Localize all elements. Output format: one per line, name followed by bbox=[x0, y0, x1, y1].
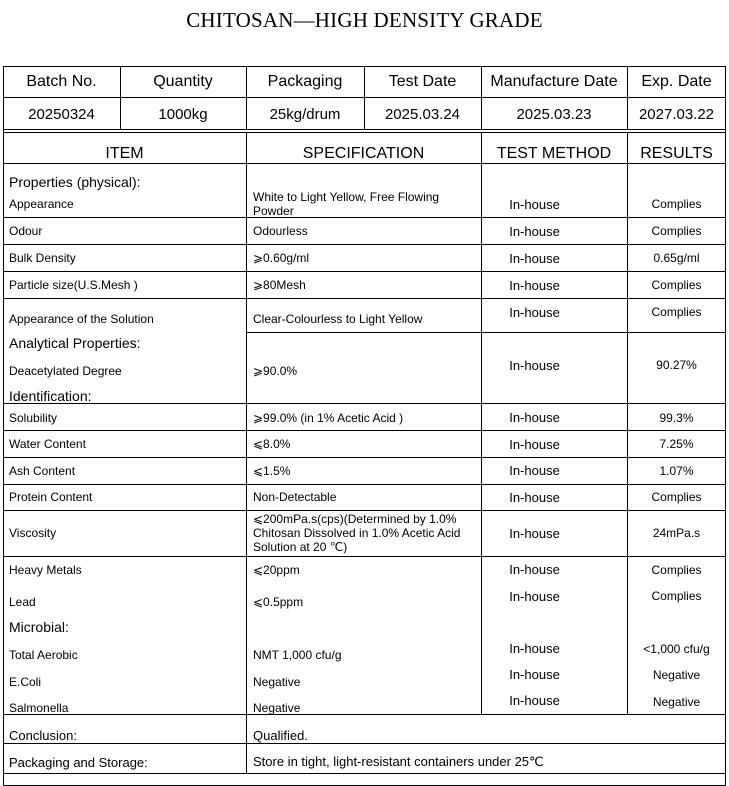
row-result: Complies bbox=[651, 197, 702, 211]
row-result: Complies bbox=[651, 278, 702, 292]
row-result: Complies bbox=[651, 490, 702, 504]
row-method: In-house bbox=[509, 463, 560, 478]
header-manufacture-date-label: Manufacture Date bbox=[490, 73, 618, 90]
header-packaging-label: Packaging bbox=[267, 73, 343, 90]
row-spec: ⩽1.5% bbox=[253, 464, 291, 478]
row-method: In-house bbox=[509, 562, 560, 577]
row-item: Ash Content bbox=[9, 464, 76, 478]
row-method: In-house bbox=[509, 197, 560, 212]
row-method: In-house bbox=[509, 589, 560, 604]
row-item: Solubility bbox=[9, 411, 58, 425]
row-result: 24mPa.s bbox=[652, 526, 701, 540]
section-analytical: Analytical Properties: bbox=[9, 335, 141, 351]
manufacture-date-value: 2025.03.23 bbox=[516, 106, 592, 123]
row-item: Appearance of the Solution bbox=[9, 312, 154, 326]
row-spec: Clear-Colourless to Light Yellow bbox=[253, 312, 423, 326]
row-spec: ⩽0.5ppm bbox=[253, 595, 304, 609]
row-method: In-house bbox=[509, 437, 560, 452]
row-method: In-house bbox=[509, 224, 560, 239]
section-identification: Identification: bbox=[9, 388, 92, 404]
row-method: In-house bbox=[509, 278, 560, 293]
row-item: Total Aerobic bbox=[9, 648, 78, 662]
section-microbial: Microbial: bbox=[9, 619, 69, 635]
row-result: 99.3% bbox=[659, 411, 694, 425]
row-spec: ⩽20ppm bbox=[253, 563, 300, 577]
row-result: Complies bbox=[651, 589, 702, 603]
row-method: In-house bbox=[509, 305, 560, 320]
row-result: Complies bbox=[651, 563, 702, 577]
row-result: 90.27% bbox=[656, 358, 697, 372]
row-item: Heavy Metals bbox=[9, 563, 82, 577]
section-physical: Properties (physical): bbox=[9, 174, 141, 190]
row-method: In-house bbox=[509, 526, 560, 541]
row-item: Bulk Density bbox=[9, 251, 76, 265]
row-item: Water Content bbox=[9, 437, 86, 451]
row-method: In-house bbox=[509, 490, 560, 505]
row-item: Protein Content bbox=[9, 490, 93, 504]
row-method: In-house bbox=[509, 667, 560, 682]
row-spec: Non-Detectable bbox=[253, 490, 337, 504]
row-spec: ⩾0.60g/ml bbox=[253, 251, 310, 265]
row-spec: Negative bbox=[253, 675, 301, 689]
row-spec: ⩾99.0% (in 1% Acetic Acid ) bbox=[253, 411, 404, 425]
conclusion-label: Conclusion: bbox=[9, 728, 77, 743]
row-item: Particle size(U.S.Mesh ) bbox=[9, 278, 138, 292]
row-item: Odour bbox=[9, 224, 43, 238]
document-title: CHITOSAN—HIGH DENSITY GRADE bbox=[186, 8, 543, 32]
row-spec: ⩾80Mesh bbox=[253, 278, 306, 292]
storage-value: Store in tight, light-resistant containers under 25℃ bbox=[253, 754, 544, 769]
header-quantity-label: Quantity bbox=[153, 73, 213, 90]
row-item: Salmonella bbox=[9, 701, 69, 715]
col-item-header: ITEM bbox=[105, 145, 144, 162]
row-spec: ⩽8.0% bbox=[253, 437, 291, 451]
row-result: Complies bbox=[651, 305, 702, 319]
row-spec: NMT 1,000 cfu/g bbox=[253, 648, 342, 662]
header-batch-label: Batch No. bbox=[26, 73, 97, 90]
row-spec: Negative bbox=[253, 701, 301, 715]
row-result: Complies bbox=[651, 224, 702, 238]
row-spec: Odourless bbox=[253, 224, 308, 238]
row-method: In-house bbox=[509, 358, 560, 373]
row-method: In-house bbox=[509, 693, 560, 708]
conclusion-value: Qualified. bbox=[253, 728, 308, 743]
row-item: Lead bbox=[9, 595, 36, 609]
row-item: Viscosity bbox=[9, 526, 57, 540]
row-method: In-house bbox=[509, 641, 560, 656]
row-item: E.Coli bbox=[9, 675, 42, 689]
row-method: In-house bbox=[509, 251, 560, 266]
row-spec: White to Light Yellow, Free Flowing Powder bbox=[253, 190, 440, 218]
col-specification-header: SPECIFICATION bbox=[302, 145, 425, 162]
row-result: 1.07% bbox=[659, 464, 694, 478]
row-method: In-house bbox=[509, 410, 560, 425]
header-test-date-label: Test Date bbox=[388, 73, 457, 90]
exp-date-value: 2027.03.22 bbox=[638, 106, 715, 123]
header-exp-date-label: Exp. Date bbox=[641, 73, 712, 90]
row-result: 0.65g/ml bbox=[653, 251, 700, 265]
row-result: 7.25% bbox=[659, 437, 694, 451]
row-result: <1,000 cfu/g bbox=[643, 642, 710, 656]
row-spec: ⩾90.0% bbox=[253, 364, 298, 378]
storage-label: Packaging and Storage: bbox=[9, 755, 148, 770]
col-test-method-header: TEST METHOD bbox=[496, 145, 612, 162]
batch-number: 20250324 bbox=[28, 106, 95, 123]
packaging-value: 25kg/drum bbox=[269, 106, 341, 123]
row-result: Negative bbox=[652, 695, 701, 709]
quantity-value: 1000kg bbox=[158, 106, 208, 123]
test-date-value: 2025.03.24 bbox=[384, 106, 461, 123]
row-item: Deacetylated Degree bbox=[9, 364, 122, 378]
row-result: Negative bbox=[652, 668, 701, 682]
col-results-header: RESULTS bbox=[640, 145, 713, 162]
row-item: Appearance bbox=[9, 197, 74, 211]
row-spec: ⩽200mPa.s(cps)(Determined by 1.0% Chitosan Dissolved in 1.0% Acetic Acid Solution at 20 ℃) bbox=[253, 512, 461, 554]
